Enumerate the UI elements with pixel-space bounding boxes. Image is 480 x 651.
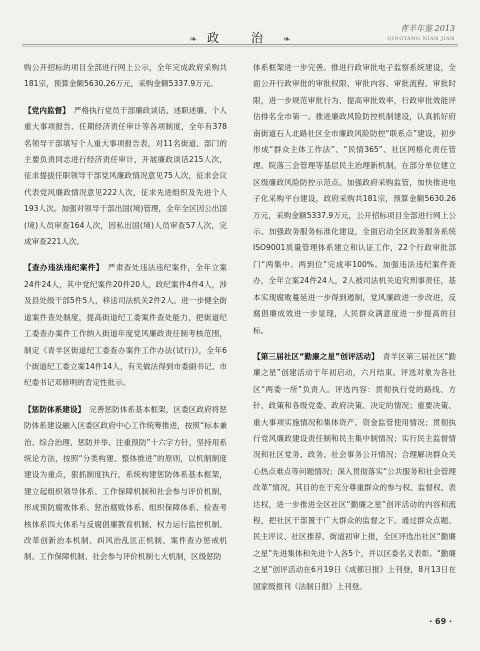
section-party-supervision (24, 103, 227, 251)
right-intro-paragraph: 体系框架进一步完善。推进行政审批电子监察系统建设，全面公开行政审批的审批权限、审批内容、审批流程、审批时限，进一步规范审批行为、提高审批效率，行政审批效能评估排名全市第一。推进廉政风险防控机制建设，认真抓好府南街道石人北路社区全市廉政风险防控“联系点”建设，初步形成“群众主体工作法”、“民情365”、社区网格化责任管理、院落三会管理等基层民主治理新机制，在部分单位建立区级廉政风险防控示范点。加强政府采购监管，加快推进电子化采购平台建设，政府采购共181宗，预算金额5630.26万元，采购金额5337.9万元，公开招标项目全部进行网上公示。加强政务服务标准化建设，全面启动全区政务服务系统ISO9001质量管理体系建立和认证工作，22个行政审批部门“两集中、两到位”完成率100%。加强违法违纪案件查办，全年立案24件24人，2人被司法机关追究刑事责任，基本实现腐败蔓延进一步得到遏制，党风廉政进一步改进，反腐倡廉成效进一步显现，人民群众满意度进一步提高的目标。 (253, 63, 456, 335)
left-column (24, 60, 227, 566)
section-label: 【第三届社区“勤廉之星”创评活动】 (253, 351, 375, 361)
section-title: 政 治 (206, 31, 273, 45)
book-title-en: QINGYANG NIAN JIAN (387, 36, 455, 42)
page-number: · 69 · (429, 617, 452, 626)
header-ornament-right: ❧ (283, 35, 291, 45)
section-label: 【惩防体系建设】 (24, 404, 82, 414)
right-column (253, 60, 456, 595)
section-label: 【查办违法违纪案件】 (24, 263, 100, 273)
section-diligent-star (253, 349, 456, 595)
section-prevention-system (24, 402, 227, 566)
book-title: 青羊年鉴 2013 (400, 24, 455, 33)
section-text: 青羊区第三届社区“勤廉之星”创建活动于年初启动，六月结束。评选对象为各社区“两委一所”负责人。评选内容：贯彻执行党的路线、方针、政策和各级党委、政府决策、决定的情况；重要决策、重大事项实施情况和集体资产、资金监管使用情况；贯彻执行党风廉政建设责任制和民主集中制情况；实行民主监督情况和社区党务、政务、社会事务公开情况；合理解决群众关心热点难点等问题情况；深入贯彻落实“公共服务和社会管理改革”情况。其目的在于充分尊重群众的参与权、监督权、表达权，进一步推进全区社区“勤廉之星”创评活动的内容和流程，把社区干部置于广大群众的监督之下。通过群众点题、民主评议、社区推荐、街道初审上报，全区评选出社区“勤廉之星”先进集体和先进个人各5个，并以区委名义表彰。“勤廉之星”创评活动在6月19日《成都日报》上刊登，8月13日在国家级报刊《法制日报》上刊登。 (253, 351, 457, 591)
section-text: 严肃查处违法违纪案件，全年立案24件24人，其中党纪案件20件20人，政纪案件4件4人，涉及县处级干部5件5人，移送司法机关2件2人。进一步健全街道案件查处制度，提高街道纪工委案件查处能力，把街道纪工委查办案件工作纳入街道年度党风廉政责任制考核范围，制定《青羊区街道纪工委查办案件工作办法(试行)》，全年6个街道纪工委立案14件14人，有关做法得到市委副书记、市纪委书记邓修明的肯定性批示。 (24, 263, 228, 388)
left-intro-paragraph: 购公开招标的项目全部进行网上公示，全年完成政府采购共181宗，预算金额5630.26万元，采购金额5337.9万元。 (24, 63, 227, 89)
book-title-block (387, 23, 455, 42)
header-ornament-left: ❧ (189, 35, 197, 45)
header-rule (22, 44, 458, 45)
header-rule-thin (22, 46, 458, 47)
section-case-investigation (24, 260, 227, 391)
section-text: 完善惩防体系基本框架，区委区政府将惩防体系建设融入区委区政府中心工作统筹推进，按照“标本兼治、综合治理、惩防并举、注重预防”十六字方针，坚持用系统论方法，按照“分类构建、整体推进”的原则，以机制制度建设为重点，狠抓制度执行，系统构建惩防体系基本框架，建立起组织领导体系、工作保障机制和社会参与评价机制，形成预防腐败体系、惩治腐败体系、组织保障体系、检查考核体系四大体系与反腐倡廉教育机制、权力运行监控机制、改革创新治本机制、纠风治乱匡正机制、案件查办惩戒机制、工作保障机制、社会参与评价机制七大机制，区级惩防 (24, 404, 228, 562)
section-text: 严格执行党员干部廉政谈话、述职述廉、个人重大事项报告、任期经济责任审计等各项制度，全年有378名领导干部填写个人重大事项报告表，对11名街道、部门的主要负责同志进行经济责任审计，开展廉政谈话215人次，征求提拔任职领导干部党风廉政情况意见75人次，征求会议代表党风廉政情况意见222人次，征求先进组织及先进个人193人次。加强对领导干部出国(境)管理，全年全区因公出国(境)人员审查164人次，因私出国(境)人员审查57人次，完成审查221人次。 (24, 105, 228, 247)
section-label: 【党内监督】 (24, 105, 67, 115)
